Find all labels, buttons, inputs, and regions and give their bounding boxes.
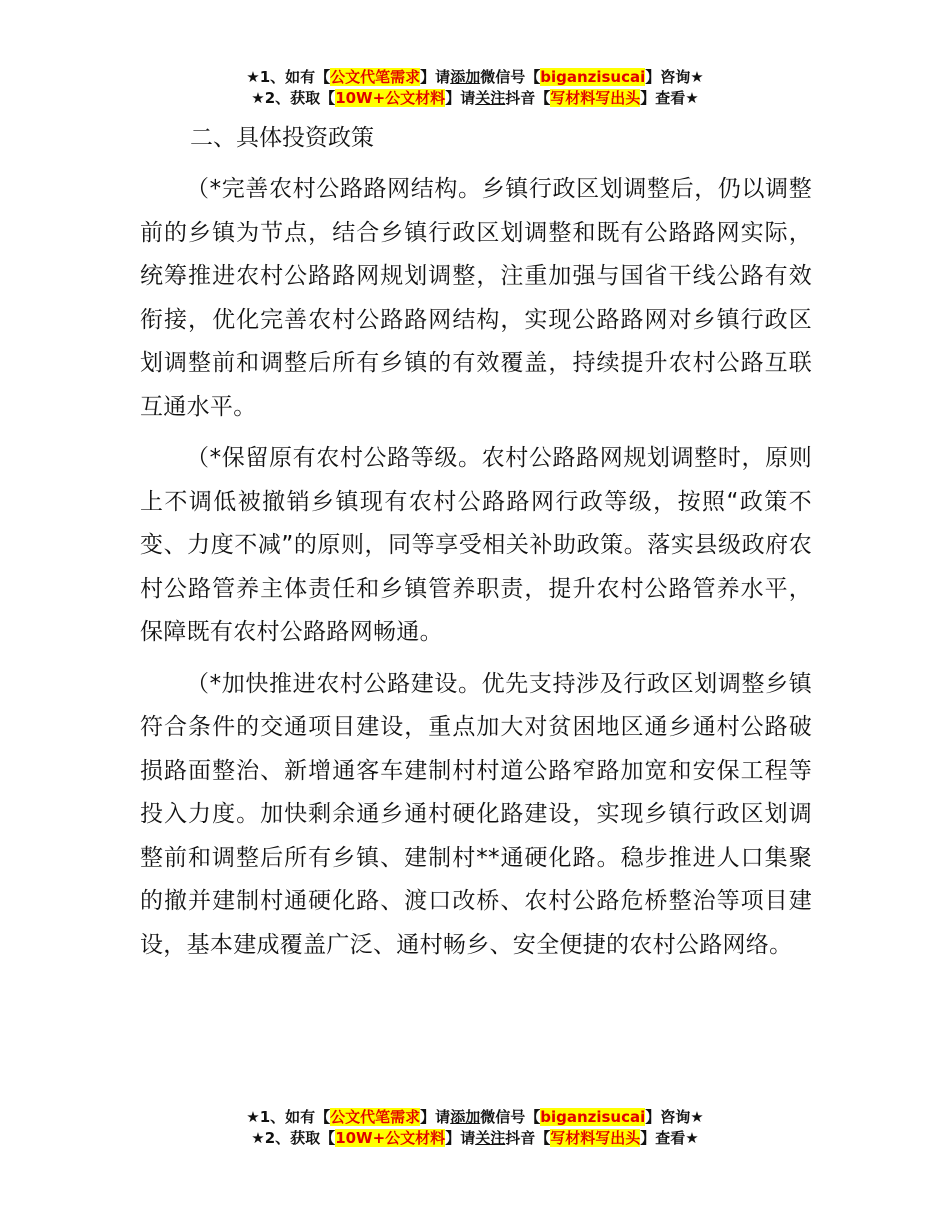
- promo-wechat-id: biganzisucai: [540, 1108, 646, 1126]
- promo-line-1: [0, 1107, 950, 1128]
- promo-text: 】请: [420, 1108, 451, 1126]
- promo-underline: 关注: [475, 89, 506, 107]
- promo-text: 】咨询★: [645, 68, 704, 86]
- promo-header: [0, 67, 950, 109]
- paragraph-1: （*完善农村公路路网结构。乡镇行政区划调整后，仍以调整前的乡镇为节点，结合乡镇行政区划调整和既有公路路网实际，统筹推进农村公路路网规划调整，注重加强与国省干线公路有效衔接，优化完善农村公路路网结构，实现公路路网对乡镇行政区划调整前和调整后所有乡镇的有效覆盖，持续提升农村公路互联互通水平。: [140, 176, 812, 420]
- promo-highlight: 公文代笔需求: [330, 1108, 421, 1126]
- promo-douyin-name: 写材料写出头: [550, 89, 641, 107]
- promo-text: 微信号【: [480, 1108, 541, 1126]
- promo-footer: [0, 1107, 950, 1149]
- promo-line-2: [0, 88, 950, 109]
- promo-line-1: [0, 67, 950, 88]
- promo-text: 抖音【: [505, 1129, 551, 1147]
- paragraph-2: （*保留原有农村公路等级。农村公路路网规划调整时，原则上不调低被撤销乡镇现有农村公路路网行政等级，按照“政策不变、力度不减”的原则，同等享受相关补助政策。落实县级政府农村公路管养主体责任和乡镇管养职责，提升农村公路管养水平，保障既有农村公路路网畅通。: [140, 445, 812, 645]
- paragraph-3: （*加快推进农村公路建设。优先支持涉及行政区划调整乡镇符合条件的交通项目建设，重点加大对贫困地区通乡通村公路破损路面整治、新增通客车建制村村道公路窄路加宽和安保工程等投入力度。加快剩余通乡通村硬化路建设，实现乡镇行政区划调整前和调整后所有乡镇、建制村**通硬化路。稳步推进人口集聚的撤并建制村通硬化路、渡口改桥、农村公路危桥整治等项目建设，基本建成覆盖广泛、通村畅乡、安全便捷的农村公路网络。: [140, 670, 812, 958]
- promo-underline: 关注: [475, 1129, 506, 1147]
- promo-line-2: [0, 1128, 950, 1149]
- promo-text: 】请: [445, 1129, 476, 1147]
- promo-highlight: 10W+公文材料: [335, 1129, 446, 1147]
- promo-text: ★1、如有【: [246, 1108, 331, 1126]
- promo-text: 】查看★: [640, 89, 699, 107]
- promo-underline: 添加: [450, 68, 481, 86]
- promo-highlight: 公文代笔需求: [330, 68, 421, 86]
- promo-highlight: 10W+公文材料: [335, 89, 446, 107]
- promo-text: ★2、获取【: [251, 89, 336, 107]
- promo-text: ★1、如有【: [246, 68, 331, 86]
- promo-text: 】咨询★: [645, 1108, 704, 1126]
- promo-wechat-id: biganzisucai: [540, 68, 646, 86]
- promo-text: 抖音【: [505, 89, 551, 107]
- promo-douyin-name: 写材料写出头: [550, 1129, 641, 1147]
- document-body: [140, 168, 812, 975]
- promo-text: 微信号【: [480, 68, 541, 86]
- section-heading: 二、具体投资政策: [190, 125, 374, 151]
- promo-text: ★2、获取【: [251, 1129, 336, 1147]
- promo-text: 】请: [420, 68, 451, 86]
- promo-text: 】查看★: [640, 1129, 699, 1147]
- promo-text: 】请: [445, 89, 476, 107]
- promo-underline: 添加: [450, 1108, 481, 1126]
